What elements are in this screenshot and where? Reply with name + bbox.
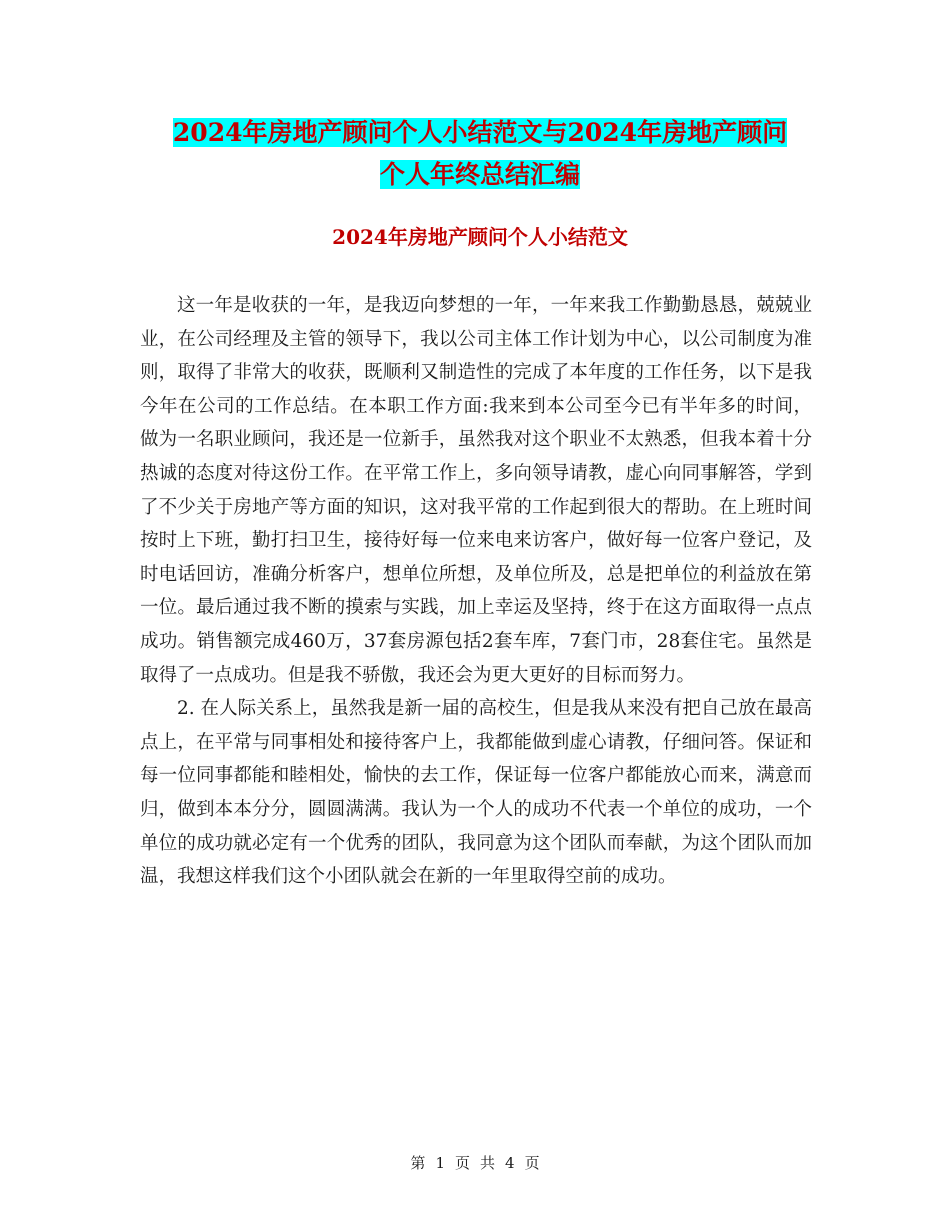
paragraph-2: 2. 在人际关系上，虽然我是新一届的高校生，但是我从来没有把自己放在最高点上，在平常与同事相处和接待客户上，我都能做到虚心请教，仔细问答。保证和每一位同事都能和睦相处，愉快的去工作，保证每一位客户都能放心而来，满意而归，做到本本分分，圆圆满满。我认为一个人的成功不代表一个单位的成功，一个单位的成功就必定有一个优秀的团队，我同意为这个团队而奉献，为这个团队而加温，我想这样我们这个小团队就会在新的一年里取得空前的成功。 [140, 698, 812, 888]
footer-total-pages: 4 [505, 1154, 515, 1172]
paragraph-1: 这一年是收获的一年，是我迈向梦想的一年，一年来我工作勤勤恳恳，兢兢业业，在公司经理及主管的领导下，我以公司主体工作计划为中心，以公司制度为准则，取得了非常大的收获，既顺利又制造性的完成了本年度的工作任务，以下是我今年在公司的工作总结。在本职工作方面:我来到本公司至今已有半年多的时间，做为一名职业顾问，我还是一位新手，虽然我对这个职业不太熟悉，但我本着十分热诚的态度对待这份工作。在平常工作上，多向领导请教，虚心向同事解答，学到了不少关于房地产等方面的知识，这对我平常的工作起到很大的帮助。在上班时间按时上下班，勤打扫卫生，接待好每一位来电来访客户，做好每一位客户登记，及时电话回访，准确分析客户，想单位所想，及单位所及，总是把单位的利益放在第一位。最后通过我不断的摸索与实践，加上幸运及坚持，终于在这方面取得一点点成功。销售额完成460万，37套房源包括2套车库，7套门市，28套住宅。虽然是取得了一点成功。但是我不骄傲，我还会为更大更好的目标而努力。 [140, 295, 812, 686]
title-line-2: 个人年终总结汇编 [379, 160, 580, 189]
page-footer [0, 1152, 950, 1173]
section-title: 2024年房地产顾问个人小结范文 [332, 225, 628, 249]
title-line-1: 2024年房地产顾问个人小结范文与2024年房地产顾问 [172, 118, 788, 147]
footer-label-page: 第 [410, 1154, 426, 1172]
document-title [140, 112, 820, 196]
footer-label-ye2: 页 [524, 1154, 540, 1172]
footer-label-ye: 页 [454, 1154, 470, 1172]
body-text [140, 289, 812, 894]
footer-current-page: 1 [435, 1154, 445, 1172]
footer-label-total: 共 [480, 1154, 496, 1172]
